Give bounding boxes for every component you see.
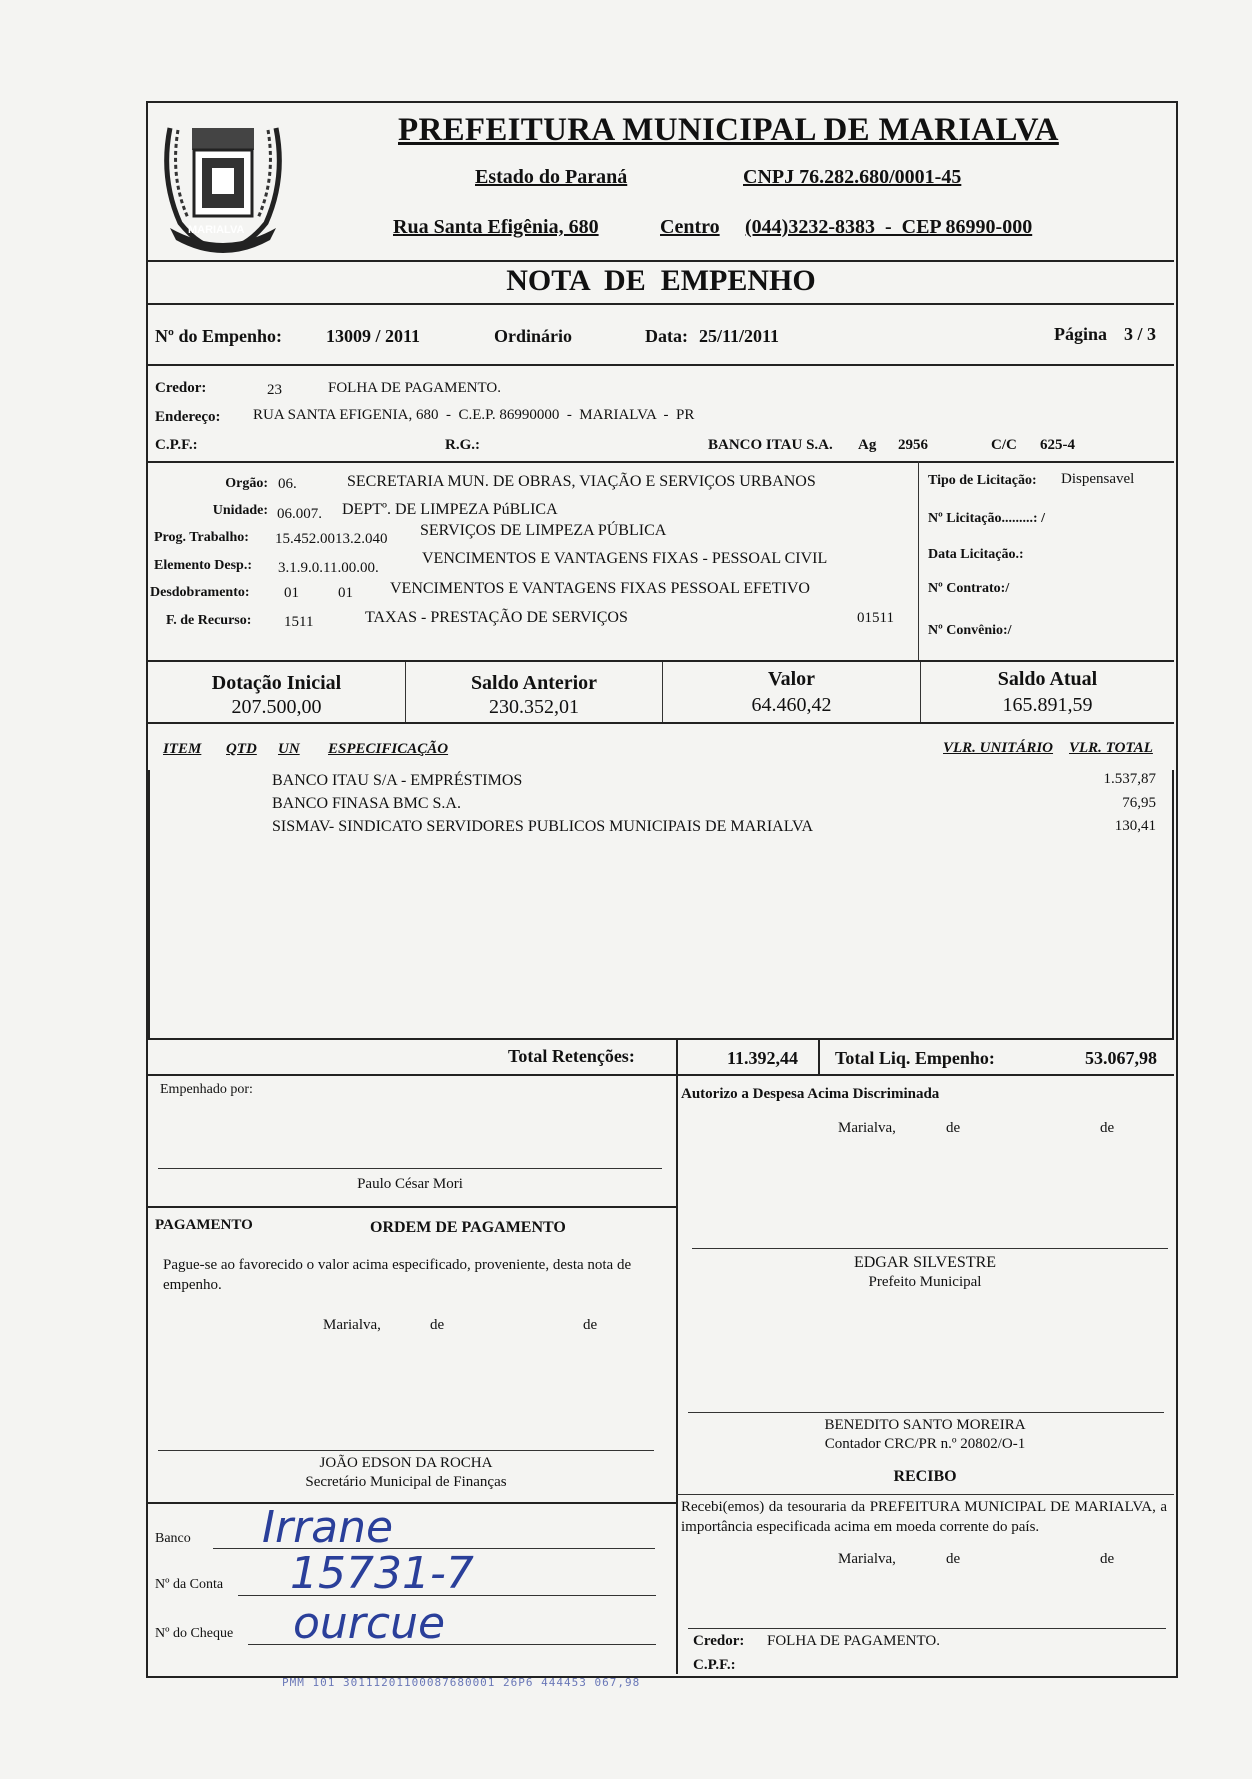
empenhado-label: Empenhado por: xyxy=(160,1082,253,1097)
divider xyxy=(148,1038,1174,1040)
divider xyxy=(676,1494,1174,1495)
date-value: 25/11/2011 xyxy=(699,326,780,346)
liq-value: 53.067,98 xyxy=(1085,1048,1157,1068)
cpf-label: C.P.F.: xyxy=(155,437,198,453)
bank-name: BANCO ITAU S.A. xyxy=(708,437,833,453)
elemento-desc: VENCIMENTOS E VANTAGENS FIXAS - PESSOAL CIVIL xyxy=(422,550,828,567)
pagamento-de2: de xyxy=(583,1317,598,1333)
recibo-de1: de xyxy=(946,1551,961,1567)
pagamento-de1: de xyxy=(430,1317,445,1333)
licitacao-number: Nº Licitação.........: / xyxy=(928,511,1045,526)
signature-line xyxy=(688,1628,1166,1629)
divider xyxy=(676,1074,678,1674)
divider xyxy=(818,1038,820,1074)
signature-line xyxy=(692,1248,1168,1249)
saldo-value: 230.352,01 xyxy=(489,696,579,718)
contrato: Nº Contrato:/ xyxy=(928,581,1010,596)
unidade-code: 06.007. xyxy=(277,506,322,522)
divider xyxy=(148,303,1174,305)
divider xyxy=(918,461,919,660)
desdobramento-label: Desdobramento: xyxy=(150,585,250,600)
divider xyxy=(148,1074,1174,1076)
divider xyxy=(148,260,1174,262)
recibo-text: Recebi(emos) da tesouraria da PREFEITURA MUNICIPAL DE MARIALVA, a importância especificada acima em moeda corrente do país. xyxy=(681,1499,1167,1535)
col-vlr-total: VLR. TOTAL xyxy=(1069,740,1153,756)
orgao-label: Orgão: xyxy=(225,476,268,491)
credor-label: Credor: xyxy=(155,380,207,396)
col-un: UN xyxy=(278,741,300,757)
signature-line xyxy=(158,1168,662,1169)
contador-nome: BENEDITO SANTO MOREIRA xyxy=(824,1417,1026,1433)
saldo-value: 64.460,42 xyxy=(751,694,832,716)
secretario-nome: JOÃO EDSON DA ROCHA xyxy=(319,1455,493,1471)
recurso-code2: 01511 xyxy=(857,610,894,626)
saldo-label: Dotação Inicial xyxy=(211,672,342,694)
district: Centro xyxy=(660,216,720,238)
empenhado-nome: Paulo César Mori xyxy=(357,1176,463,1192)
recibo-marialva: Marialva, xyxy=(838,1551,896,1567)
autorizo-marialva: Marialva, xyxy=(838,1120,896,1136)
cnpj: CNPJ 76.282.680/0001-45 xyxy=(743,166,962,188)
endereco-value: RUA SANTA EFIGENIA, 680 - C.E.P. 86990000 - MARIALVA - PR xyxy=(253,407,695,423)
credor-name: FOLHA DE PAGAMENTO. xyxy=(328,380,501,396)
divider xyxy=(1172,770,1174,1038)
recibo-credor-value: FOLHA DE PAGAMENTO. xyxy=(767,1633,940,1649)
tipo-licitacao-value: Dispensavel xyxy=(1061,471,1135,487)
item-desc: SISMAV- SINDICATO SERVIDORES PUBLICOS MUNICIPAIS DE MARIALVA xyxy=(272,818,814,835)
page-label: Página xyxy=(1054,324,1108,344)
divider xyxy=(148,364,1174,366)
autorizo-de1: de xyxy=(946,1120,961,1136)
item-total: 130,41 xyxy=(1114,818,1156,834)
tipo-licitacao-label: Tipo de Licitação: xyxy=(928,473,1037,488)
col-item: ITEM xyxy=(163,741,202,757)
state-name: Estado do Paraná xyxy=(475,166,628,188)
liq-label: Total Liq. Empenho: xyxy=(835,1048,995,1068)
prog-label: Prog. Trabalho: xyxy=(154,530,249,545)
saldo-label: Valor xyxy=(767,668,816,690)
item-desc: BANCO FINASA BMC S.A. xyxy=(272,795,461,812)
conta-handwriting: 15731-7 xyxy=(290,1548,474,1599)
date-label: Data: xyxy=(645,326,688,346)
retencoes-value: 11.392,44 xyxy=(727,1048,799,1068)
orgao-desc: SECRETARIA MUN. DE OBRAS, VIAÇÃO E SERVIÇOS URBANOS xyxy=(347,473,816,490)
recibo-cpf-label: C.P.F.: xyxy=(693,1657,736,1673)
signature-line xyxy=(688,1412,1164,1413)
empenho-label: Nº do Empenho: xyxy=(155,326,282,346)
elemento-code: 3.1.9.0.11.00.00. xyxy=(278,560,379,576)
autorizo-text: Autorizo a Despesa Acima Discriminada xyxy=(681,1086,940,1102)
recibo-de2: de xyxy=(1100,1551,1115,1567)
unidade-label: Unidade: xyxy=(212,503,268,518)
account-label: C/C xyxy=(991,437,1017,453)
col-qtd: QTD xyxy=(226,741,257,757)
col-especificacao: ESPECIFICAÇÃO xyxy=(328,741,449,757)
contador-cargo: Contador CRC/PR n.º 20802/O-1 xyxy=(824,1436,1026,1452)
recibo-credor-label: Credor: xyxy=(693,1633,745,1649)
item-total: 1.537,87 xyxy=(1103,771,1156,787)
saldo-label: Saldo Anterior xyxy=(470,672,598,694)
elemento-label: Elemento Desp.: xyxy=(154,558,252,573)
autorizo-de2: de xyxy=(1100,1120,1115,1136)
divider xyxy=(148,770,150,1038)
retencoes-label: Total Retenções: xyxy=(508,1046,635,1066)
secretario-cargo: Secretário Municipal de Finanças xyxy=(305,1474,507,1490)
banco-handwriting: Irrane xyxy=(262,1502,394,1553)
crest-text: MARIALVA xyxy=(188,224,245,236)
divider xyxy=(148,1502,676,1504)
signature-line xyxy=(158,1450,654,1451)
saldo-value: 207.500,00 xyxy=(231,696,322,718)
desdobramento-desc: VENCIMENTOS E VANTAGENS FIXAS PESSOAL EFETIVO xyxy=(390,580,810,597)
desdobramento-code1: 01 xyxy=(284,585,299,601)
desdobramento-code2: 01 xyxy=(338,585,353,601)
data-licitacao: Data Licitação.: xyxy=(928,547,1024,562)
divider xyxy=(148,461,1174,463)
saldo-label: Saldo Atual xyxy=(997,668,1098,690)
recurso-label: F. de Recurso: xyxy=(166,613,252,628)
address: Rua Santa Efigênia, 680 xyxy=(393,216,599,238)
item-desc: BANCO ITAU S/A - EMPRÉSTIMOS xyxy=(272,772,523,789)
unidade-desc: DEPTº. DE LIMPEZA PúBLICA xyxy=(342,501,558,518)
credor-code: 23 xyxy=(267,382,282,398)
page-value: 3 / 3 xyxy=(1124,324,1157,344)
institution-title: PREFEITURA MUNICIPAL DE MARIALVA xyxy=(398,112,1059,148)
rg-label: R.G.: xyxy=(445,437,480,453)
recurso-desc: TAXAS - PRESTAÇÃO DE SERVIÇOS xyxy=(365,609,628,626)
document-title: NOTA DE EMPENHO xyxy=(506,264,816,297)
recurso-code: 1511 xyxy=(284,614,314,630)
empenho-type: Ordinário xyxy=(494,326,573,346)
prog-code: 15.452.0013.2.040 xyxy=(275,531,388,547)
endereco-label: Endereço: xyxy=(155,409,221,425)
cheque-handwriting: ourcue xyxy=(293,1598,446,1649)
divider xyxy=(148,660,1174,662)
pagamento-text: Pague-se ao favorecido o valor acima especificado, proveniente, desta nota de empenho. xyxy=(163,1257,632,1293)
convenio: Nº Convênio:/ xyxy=(928,623,1012,638)
item-total: 76,95 xyxy=(1122,795,1156,811)
footer-code: PMM 101 30111201100087680001 26P6 444453 067,98 xyxy=(282,1676,641,1689)
pagamento-marialva: Marialva, xyxy=(323,1317,381,1333)
agency-value: 2956 xyxy=(898,437,928,453)
pagamento-label: PAGAMENTO xyxy=(155,1217,253,1233)
banco-label: Banco xyxy=(155,1531,191,1546)
prefeito-cargo: Prefeito Municipal xyxy=(868,1274,982,1290)
orgao-code: 06. xyxy=(278,476,297,492)
cheque-label: Nº do Cheque xyxy=(155,1626,234,1641)
divider xyxy=(676,1038,678,1074)
saldo-value: 165.891,59 xyxy=(1002,694,1093,716)
prefeito-nome: EDGAR SILVESTRE xyxy=(853,1254,997,1271)
divider xyxy=(148,1206,676,1208)
recibo-title: RECIBO xyxy=(893,1468,957,1485)
ordem-pagamento-title: ORDEM DE PAGAMENTO xyxy=(370,1219,566,1236)
prog-desc: SERVIÇOS DE LIMPEZA PÚBLICA xyxy=(420,522,667,539)
conta-label: Nº da Conta xyxy=(155,1577,224,1592)
account-value: 625-4 xyxy=(1040,437,1075,453)
phone-cep: (044)3232-8383 - CEP 86990-000 xyxy=(745,216,1033,238)
col-vlr-unitario: VLR. UNITÁRIO xyxy=(943,740,1054,756)
divider xyxy=(148,722,1174,724)
empenho-number: 13009 / 2011 xyxy=(326,326,421,346)
agency-label: Ag xyxy=(858,437,877,453)
